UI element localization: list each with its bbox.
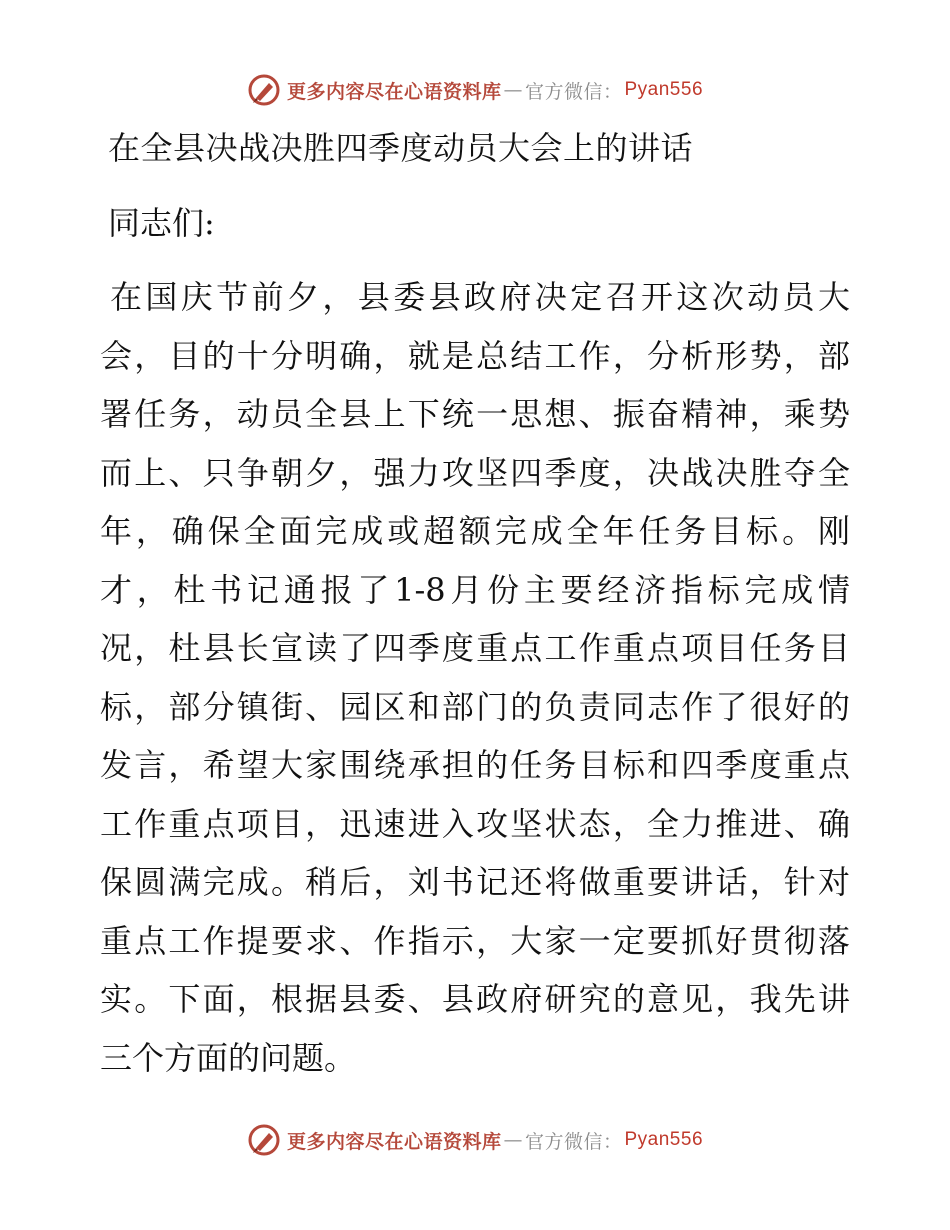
paragraph-line: 工作重点项目，迅速进入攻坚状态，全力推进、确 bbox=[100, 804, 850, 843]
watermark-text: 更多内容尽在心语资料库 bbox=[286, 1130, 502, 1153]
paragraph-line: 三个方面的问题。 bbox=[100, 1038, 357, 1077]
body-paragraph bbox=[100, 268, 850, 1087]
paragraph-line: 署任务，动员全县上下统一思想、振奋精神，乘势 bbox=[100, 395, 850, 433]
watermark-dash: — bbox=[503, 1129, 523, 1151]
paragraph-line: 发言，希望大家围绕承担的任务目标和四季度重点 bbox=[100, 746, 850, 784]
paragraph-line: 在国庆节前夕，县委县政府决定召开这次动员大 bbox=[110, 278, 850, 316]
watermark-dash: — bbox=[503, 79, 523, 101]
paragraph-line: 而上、只争朝夕，强力攻坚四季度，决战决胜夺全 bbox=[100, 453, 850, 492]
paragraph-line: 保圆满完成。稍后，刘书记还将做重要讲话，针对 bbox=[100, 863, 850, 901]
paragraph-line: 重点工作提要求、作指示，大家一定要抓好贯彻落 bbox=[100, 921, 850, 960]
watermark-header bbox=[0, 70, 950, 110]
salutation: 同志们: bbox=[108, 204, 215, 242]
watermark-text: 更多内容尽在心语资料库 bbox=[286, 80, 502, 103]
paragraph-line: 况，杜县长宣读了四季度重点工作重点项目任务目 bbox=[100, 629, 850, 667]
watermark-wechat-id: Pyan556 bbox=[624, 79, 704, 100]
paragraph-line: 年，确保全面完成或超额完成全年任务目标。刚 bbox=[100, 512, 850, 550]
document-title: 在全县决战决胜四季度动员大会上的讲话 bbox=[108, 129, 694, 167]
watermark-wechat-id: Pyan556 bbox=[624, 1129, 704, 1150]
watermark-footer bbox=[0, 1120, 950, 1160]
watermark-wechat-label: 官方微信： bbox=[524, 80, 623, 103]
paragraph-line: 标，部分镇街、园区和部门的负责同志作了很好的 bbox=[100, 687, 850, 726]
watermark-wechat-label: 官方微信： bbox=[524, 1130, 623, 1153]
pen-circle-logo-icon bbox=[247, 1123, 281, 1157]
paragraph-line: 实。下面，根据县委、县政府研究的意见，我先讲 bbox=[100, 980, 850, 1018]
paragraph-line: 会，目的十分明确，就是总结工作，分析形势，部 bbox=[100, 336, 850, 375]
paragraph-line: 才，杜书记通报了1-8月份主要经济指标完成情 bbox=[100, 570, 850, 609]
pen-circle-logo-icon bbox=[247, 73, 281, 107]
